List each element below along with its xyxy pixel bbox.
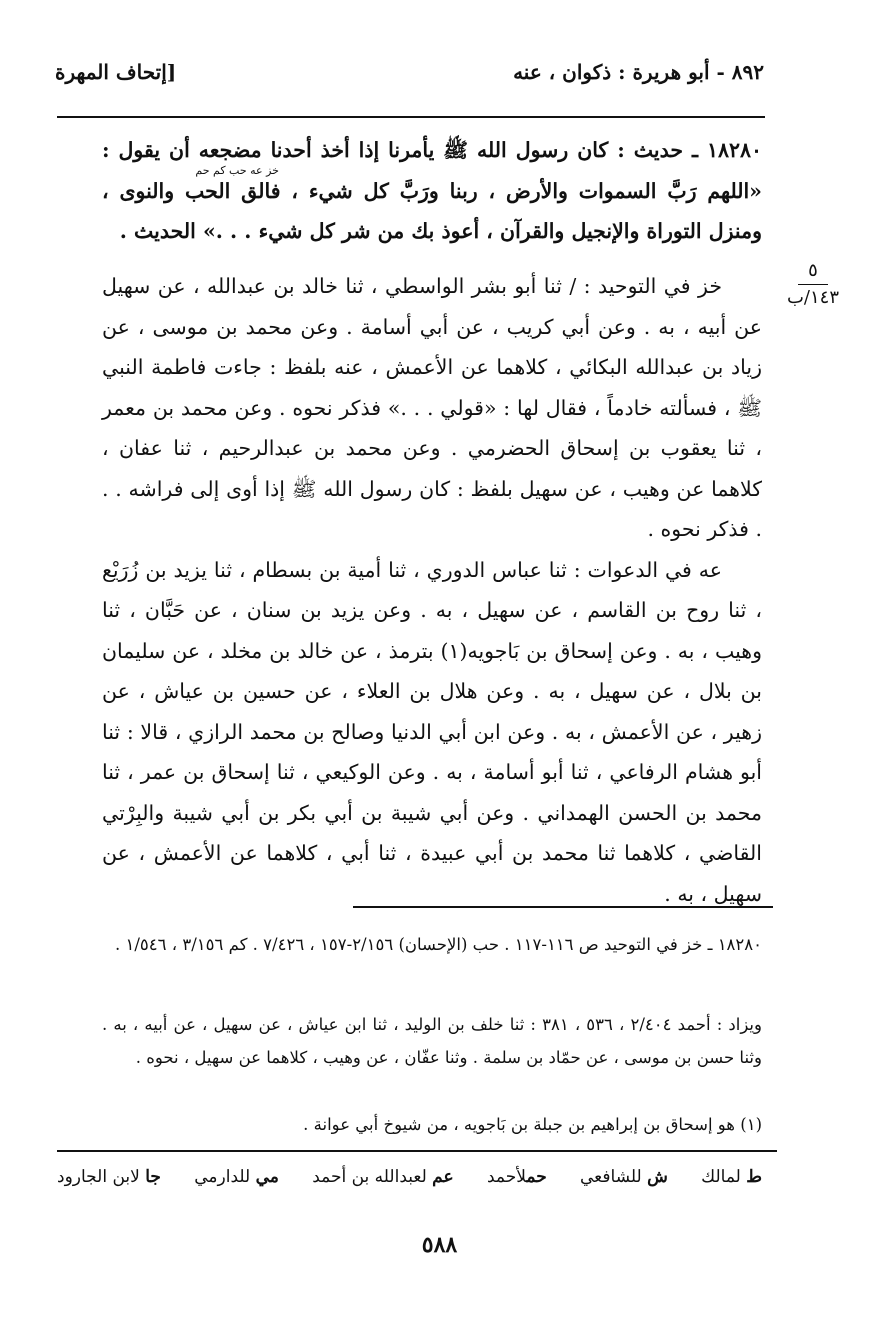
margin-number: ٥: [808, 260, 818, 281]
footnote-reference: ١٨٢٨٠ ـ خز في التوحيد ص ١١٦-١١٧ . حب (الإحسان) ٢/١٥٦-١٥٧ ، ٧/٤٢٦ . كم ٣/١٥٦ ، ١/٥٤٦ .: [114, 935, 762, 954]
abbr-item: عم لعبدالله بن أحمد: [312, 1167, 454, 1187]
book-title: [إتحاف المهرة: [55, 60, 177, 84]
footnote-rule: [353, 906, 773, 908]
hadith-sigla: خز عه حب كم حم: [195, 164, 279, 177]
abbr-item: حملأحمد: [486, 1167, 547, 1187]
footnote-additions: ويزاد : أحمد ٢/٤٠٤ ، ٥٣٦ ، ٣٨١ : ثنا خلف بن الوليد ، ثنا ابن عياش ، عن سهيل ، عن أبيه ، به . وثنا حسن بن موسى ، عن حمّاد بن سلمة . وثنا عفّان ، عن وهيب ، كلاهما عن سهيل ، نحوه .: [102, 1015, 762, 1067]
footnote-note-1: (١) هو إسحاق بن إبراهيم بن جبلة بن بَاجويه ، من شيوخ أبي عوانة .: [303, 1115, 762, 1134]
abbr-item: ش للشافعي: [580, 1167, 668, 1187]
page-number: ٥٨٨: [421, 1232, 458, 1258]
paragraph-abu-awana: عه في الدعوات : ثنا عباس الدوري ، ثنا أمية بن بسطام ، ثنا يزيد بن زُرَيْع ، ثنا روح بن القاسم ، عن سهيل ، به . وعن يزيد بن سنان ، عن حَبَّان ، ثنا وهيب ، به . وعن إسحاق بن بَاجويه(١) بترمذ ، عن خالد بن مخلد ، عن سليمان بن بلال ، عن سهيل ، به . وعن هلال بن العلاء ، عن حسين بن عياش ، عن زهير ، عن الأعمش ، به . وعن ابن أبي الدنيا وصالح بن محمد الرازي ، قالا : ثنا أبو هشام الرفاعي ، ثنا أبو أسامة ، به . وعن الوكيعي ، ثنا إسحاق بن عمر ، ثنا محمد بن الحسن الهمداني . وعن أبي شيبة بن أبي بكر بن أبي شيبة والبِرْتي القاضي ، كلاهما ثنا محمد بن أبي عبيدة ، ثنا أبي ، كلاهما عن الأعمش ، عن سهيل ، به .: [102, 557, 762, 906]
header-rule: [57, 116, 765, 118]
margin-folio: ١٤٣/ب: [786, 287, 840, 308]
abbreviations-key: [57, 1167, 762, 1187]
abbr-item: جا لابن الجارود: [57, 1167, 161, 1187]
margin-divider: [798, 284, 828, 285]
hadith-text: ١٨٢٨٠ ـ حديث : كان رسول الله ﷺ يأمرنا إذا أخذ أحدنا مضجعه أن يقول : «اللهم رَبَّ السموات والأرض ، ربنا ورَبَّ كل شيء ، فالق الحب والنوى ، ومنزل التوراة والإنجيل والقرآن ، أعوذ بك من شر كل شيء . . .» الحديث .: [102, 138, 762, 243]
abbr-item: ط لمالك: [701, 1167, 762, 1187]
running-title: ٨٩٢ - أبو هريرة : ذكوان ، عنه: [513, 60, 764, 84]
paragraph-khuzayma: خز في التوحيد : / ثنا أبو بشر الواسطي ، ثنا خالد بن عبدالله ، عن سهيل عن أبيه ، به . وعن أبي كريب ، عن أبي أسامة . وعن محمد بن موسى ، عن زياد بن عبدالله البكائي ، كلاهما عن الأعمش ، عنه بلفظ : جاءت فاطمة النبي ﷺ ، فسألته خادماً ، فقال لها : «قولي . . .» فذكر نحوه . وعن محمد بن معمر ، ثنا يعقوب بن إسحاق الحضرمي . وعن محمد بن عبدالرحيم ، ثنا عفان ، كلاهما عن وهيب ، عن سهيل بلفظ : كان رسول الله ﷺ إذا أوى إلى فراشه . . . فذكر نحوه .: [102, 274, 762, 541]
abbr-item: مي للدارمي: [194, 1167, 279, 1187]
margin-note: [783, 260, 843, 309]
main-body: [102, 266, 762, 914]
abbreviations-rule: [57, 1150, 777, 1152]
